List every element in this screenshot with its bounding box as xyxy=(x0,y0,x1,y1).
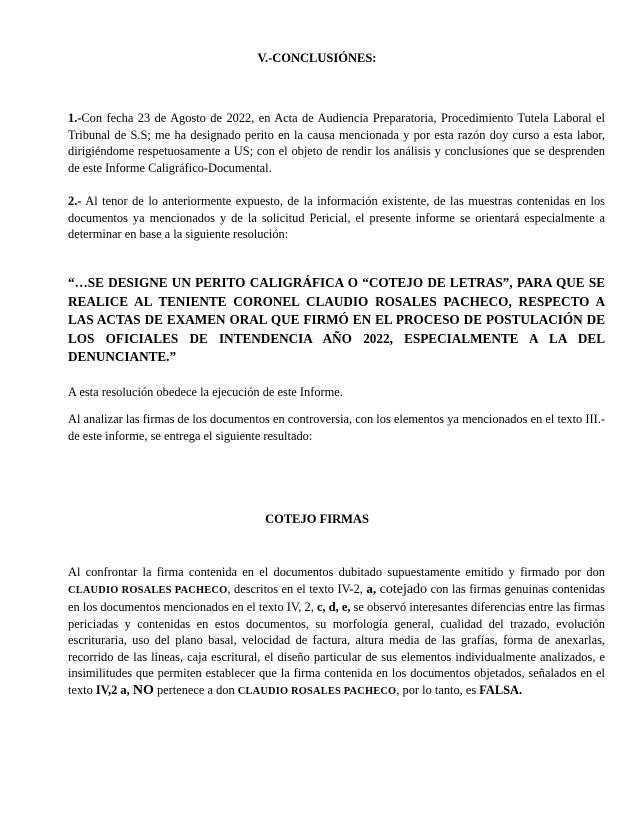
name-claudio-rosales-pacheco-1: CLAUDIO ROSALES PACHECO xyxy=(68,584,228,596)
paragraph-1-number: 1.- xyxy=(68,111,82,125)
paragraph-5-text-4: se observó interesantes diferencias entre las firmas periciadas y contenidas en estos documentos, su morfología general, cualidad del trazado, evolución escrituraria, uso del plano basal, velocidad de factura, altura media de las grafías, forma de anexarlas, recorrido de las líneas, caja escritural, el diseño particular de sus elementos individualmente analizados, e insimilitudes que permiten establecer que la firma contenida en los documentos objetados, señalados en el texto xyxy=(68,600,605,697)
word-no: NO xyxy=(132,682,154,698)
name-claudio-rosales-pacheco-2: CLAUDIO ROSALES PACHECO xyxy=(237,685,397,697)
ref-a-1: a, xyxy=(366,580,377,596)
section-title-conclusiones: V.-CONCLUSIÓNES: xyxy=(257,51,377,65)
resolution-quote: “…SE DESIGNE UN PERITO CALIGRÁFICA O “COTEJO DE LETRAS”, PARA QUE SE REALICE AL TENIENTE CORONEL CLAUDIO ROSALES PACHECO, RESPECTO A LAS ACTAS DE EXAMEN ORAL QUE FIRMÓ EN EL PROCESO DE POSTULACIÓN DE LOS OFICIALES DE INTENDENCIA AÑO 2022, ESPECIALMENTE A LA DEL DENUNCIANTE.” xyxy=(68,275,605,364)
paragraph-2-number: 2.- xyxy=(68,194,82,208)
paragraph-5-text-2: , descritos en el texto IV-2, xyxy=(227,581,363,596)
paragraph-1-text: Con fecha 23 de Agosto de 2022, en Acta de Audiencia Preparatoria, Procedimiento Tutela Laboral el Tribunal de S.S; me ha designado perito en la causa mencionada y por esta razón doy curso a esta labor, dirigiéndome respetuosamente a US; con el objeto de rendir los análisis y conclusiones que se desprenden de este Informe Caligráfico-Documental. xyxy=(68,111,605,175)
word-cotejado: cotejado xyxy=(379,581,428,597)
paragraph-1 xyxy=(68,110,605,176)
paragraph-5-text-6: , por lo tanto, es xyxy=(396,682,480,697)
section-title-cotejo-firmas: COTEJO FIRMAS xyxy=(265,512,369,526)
paragraph-4: Al analizar las firmas de los documentos en controversia, con los elementos ya mencionados en el texto III.- de este informe, se entrega el siguiente resultado: xyxy=(68,412,605,443)
paragraph-5 xyxy=(68,564,605,700)
paragraph-3: A esta resolución obedece la ejecución de este Informe. xyxy=(68,385,343,399)
paragraph-5-text-1: Al confrontar la firma contenida en el documentos dubitado supuestamente emitido y firmado por don xyxy=(68,565,605,579)
ref-c-d-e: c, d, e, xyxy=(316,600,351,614)
verdict-falsa: FALSA. xyxy=(479,682,523,697)
paragraph-5-text-3: con las firmas genuinas contenidas en los documentos mencionados en el texto IV, 2, xyxy=(68,581,605,614)
ref-iv-2-a: IV,2 a, xyxy=(95,682,130,697)
paragraph-2-text: Al tenor de lo anteriormente expuesto, de la información existente, de las muestras contenidas en los documentos ya mencionados y de la solicitud Pericial, el presente informe se orientará especialmente a determinar en base a la siguiente resolución: xyxy=(68,194,605,241)
paragraph-2 xyxy=(68,193,605,243)
paragraph-5-text-5: pertenece a don xyxy=(153,682,238,697)
